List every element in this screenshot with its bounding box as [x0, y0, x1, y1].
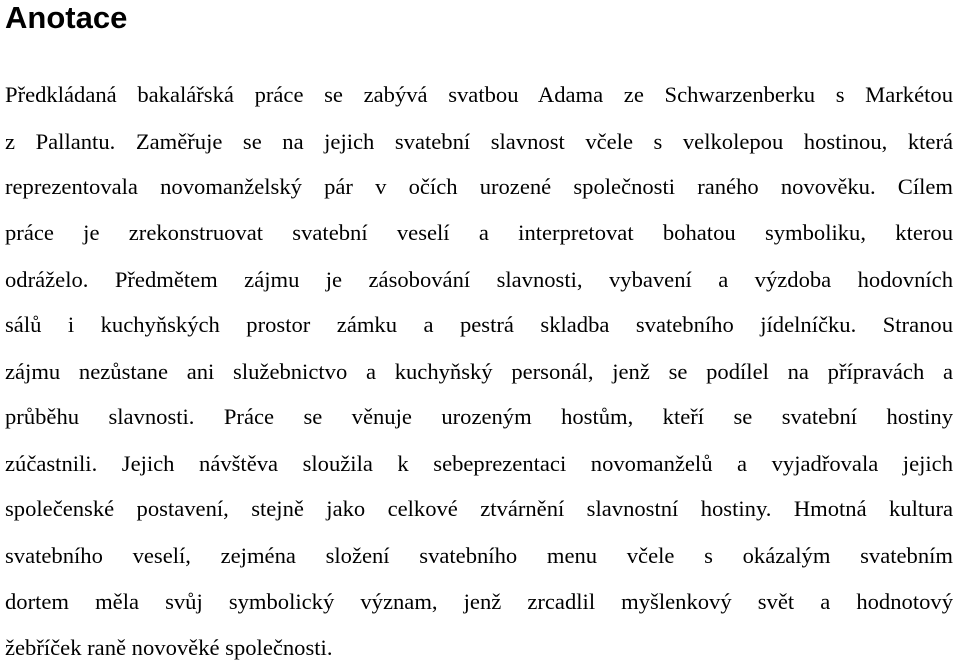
- document-heading: Anotace: [5, 0, 128, 35]
- paragraph-line: reprezentovala novomanželský pár v očích urozené společnosti raného novověku. Cílem: [5, 174, 953, 199]
- paragraph-line: práce je zrekonstruovat svatební veselí a interpretovat bohatou symboliku, kterou: [5, 220, 953, 245]
- paragraph-line: zúčastnili. Jejich návštěva sloužila k sebeprezentaci novomanželů a vyjadřovala jejich: [5, 451, 953, 476]
- paragraph-line: zájmu nezůstane ani služebnictvo a kuchyňský personál, jenž se podílel na přípravách a: [5, 359, 953, 384]
- paragraph-line: svatebního veselí, zejména složení svatebního menu včele s okázalým svatebním: [5, 543, 953, 568]
- paragraph-line: žebříček raně novověké společnosti.: [5, 635, 333, 660]
- paragraph-line: sálů i kuchyňských prostor zámku a pestrá skladba svatebního jídelníčku. Stranou: [5, 312, 953, 337]
- paragraph-line: z Pallantu. Zaměřuje se na jejich svatební slavnost včele s velkolepou hostinou, která: [5, 129, 953, 154]
- paragraph-line: společenské postavení, stejně jako celkové ztvárnění slavnostní hostiny. Hmotná kultura: [5, 496, 953, 521]
- paragraph-line: Předkládaná bakalářská práce se zabývá svatbou Adama ze Schwarzenberku s Markétou: [5, 82, 953, 107]
- paragraph-line: dortem měla svůj symbolický význam, jenž zrcadlil myšlenkový svět a hodnotový: [5, 589, 953, 614]
- paragraph-line: odráželo. Předmětem zájmu je zásobování slavnosti, vybavení a výzdoba hodovních: [5, 267, 953, 292]
- paragraph-line: průběhu slavnosti. Práce se věnuje urozeným hostům, kteří se svatební hostiny: [5, 404, 953, 429]
